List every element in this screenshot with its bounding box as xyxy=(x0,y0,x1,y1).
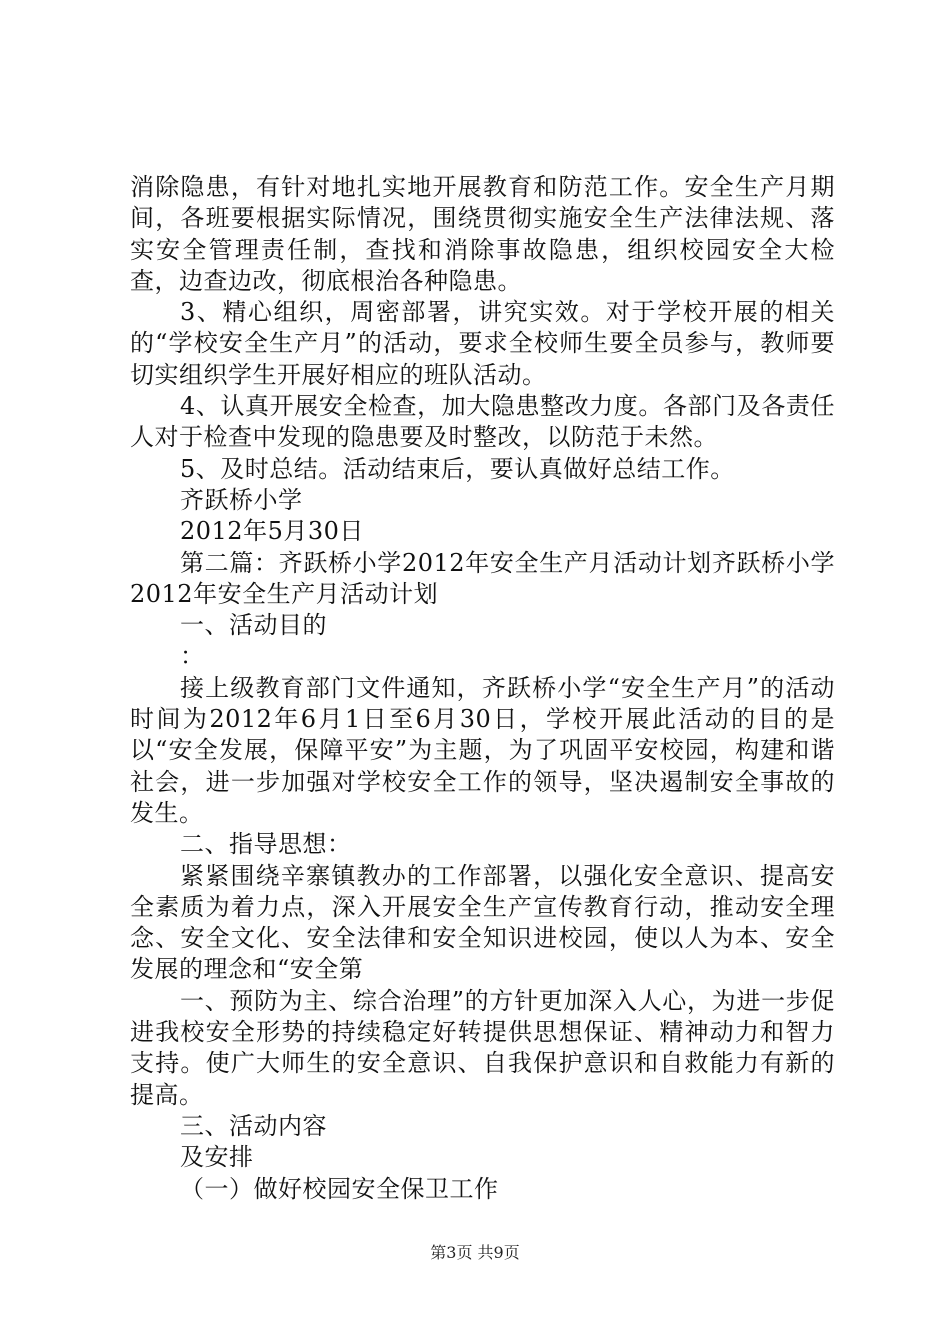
heading: 二、指导思想： xyxy=(180,830,352,859)
paragraph: 消除隐患，有针对地扎实地开展教育和防范工作。安全生产月期间，各班要根据实际情况，围绕贯彻实施安全生产法律法规、落实安全管理责任制，查找和消除事故隐患，组织校园安全大检查，边查边改，彻底根治各种隐患。 xyxy=(130,173,835,295)
paragraph: 紧紧围绕辛寨镇教办的工作部署，以强化安全意识、提高安全素质为着力点，深入开展安全生产宣传教育行动，推动安全理念、安全文化、安全法律和安全知识进校园，使以人为本、安全发展的理念和“安全第 xyxy=(130,861,835,984)
signature-org: 齐跃桥小学 xyxy=(180,485,303,514)
paragraph: 5、及时总结。活动结束后，要认真做好总结工作。 xyxy=(180,454,735,483)
document-body xyxy=(130,172,835,1205)
heading: 一、活动目的 xyxy=(180,611,327,640)
paragraph: ： xyxy=(180,642,205,671)
paragraph: 4、认真开展安全检查，加大隐患整改力度。各部门及各责任人对于检查中发现的隐患要及时整改，以防范于未然。 xyxy=(130,392,835,452)
paragraph: 一、预防为主、综合治理”的方针更加深入人心，为进一步促进我校安全形势的持续稳定好转提供思想保证、精神动力和智力支持。使广大师生的安全意识、自我保护意识和自救能力有新的提高。 xyxy=(130,986,835,1109)
section-title: 第二篇：齐跃桥小学2012年安全生产月活动计划齐跃桥小学2012年安全生产月活动计划 xyxy=(130,548,835,608)
paragraph: 3、精心组织，周密部署，讲究实效。对于学校开展的相关的“学校安全生产月”的活动，要求全校师生要全员参与，教师要切实组织学生开展好相应的班队活动。 xyxy=(130,298,835,389)
subheading: （一）做好校园安全保卫工作 xyxy=(180,1174,499,1203)
page-footer: 第3页 共9页 xyxy=(430,1243,520,1262)
signature-date: 2012年5月30日 xyxy=(180,517,364,546)
paragraph: 接上级教育部门文件通知，齐跃桥小学“安全生产月”的活动时间为2012年6月1日至6月30日，学校开展此活动的目的是以“安全发展，保障平安”为主题，为了巩固平安校园，构建和谐社会，进一步加强对学校安全工作的领导，坚决遏制安全事故的发生。 xyxy=(130,673,835,827)
paragraph: 及安排 xyxy=(180,1143,254,1172)
heading: 三、活动内容 xyxy=(180,1111,327,1140)
